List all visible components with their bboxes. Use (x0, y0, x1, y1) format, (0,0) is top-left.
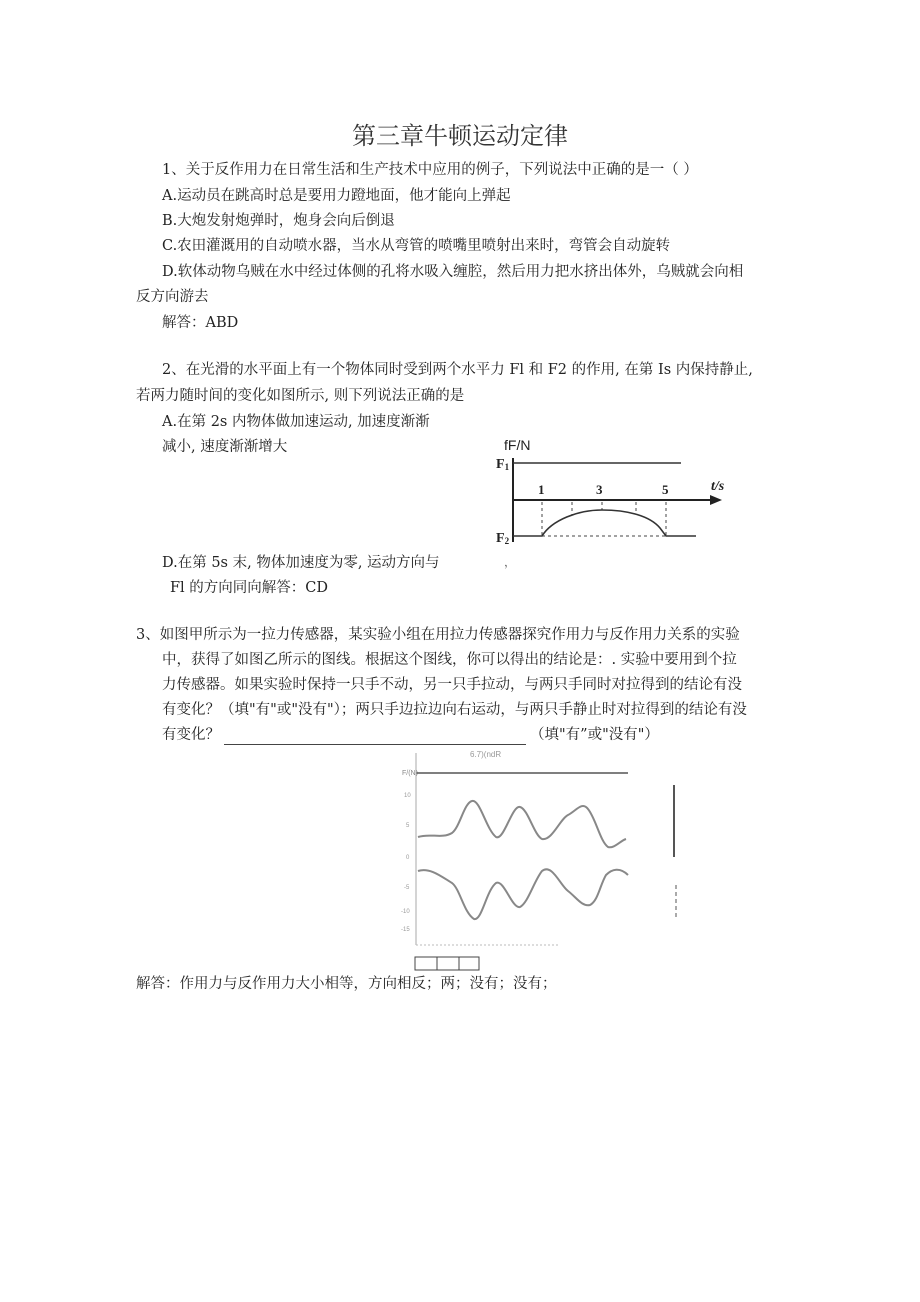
sensor-box-1 (415, 957, 437, 970)
q2-option-a-line2: 减小, 速度渐渐增大 (162, 439, 288, 455)
q2-force-time-graph (488, 430, 748, 580)
graph-stray-comma: ， (504, 555, 517, 569)
graph-tick-1: 1 (538, 482, 545, 497)
q2-stem-line1: 2、在光滑的水平面上有一个物体同时受到两个水平力 Fl 和 F2 的作用, 在第 Is 内保持静止, (162, 362, 753, 378)
graph-tick-3: 3 (596, 482, 603, 497)
sensor-graph-y-ticks (401, 793, 411, 933)
q3-line5-end: （填"有”或"没有"） (530, 727, 659, 743)
page-title: 第三章牛顿运动定律 (352, 122, 568, 150)
svg-text:10: 10 (404, 793, 411, 799)
q1-stem: 1、关于反作用力在日常生活和生产技术中应用的例子，下列说法中正确的是一（ ） (162, 162, 698, 178)
q1-answer: 解答：ABD (162, 315, 239, 331)
q1-option-a: A.运动员在跳高时总是要用力蹬地面，他才能向上弹起 (162, 188, 511, 204)
graph-x-label: t/s (711, 479, 725, 494)
svg-text:-15: -15 (401, 927, 410, 933)
sensor-graph-y-unit: F/(N) (402, 770, 418, 777)
q3-answer-blank[interactable] (224, 730, 526, 745)
q3-line5-start: 有变化？ (162, 727, 220, 743)
q1-option-b: B.大炮发射炮弹时，炮身会向后倒退 (162, 213, 395, 229)
sensor-box-3 (459, 957, 479, 970)
graph-tick-5: 5 (662, 482, 669, 497)
q1-option-d-line2: 反方向游去 (136, 289, 209, 305)
q1-option-c: C.农田灌溉用的自动喷水器，当水从弯管的喷嘴里喷射出来时，弯管会自动旋转 (162, 238, 671, 254)
svg-text:-5: -5 (404, 885, 410, 891)
q3-sensor-graph (400, 745, 690, 975)
sensor-graph-header: 6.7)(ndR (470, 750, 502, 759)
q3-line3: 力传感器。如果实验时保持一只手不动，另一只手拉动，与两只手同时对拉得到的结论有没 (162, 677, 742, 693)
sensor-lower-curve (418, 869, 628, 919)
q3-line2: 中，获得了如图乙所示的图线。根据这个图线，你可以得出的结论是：. 实验中要用到个拉 (162, 652, 737, 668)
q2-stem-line2: 若两力随时间的变化如图所示, 则下列说法正确的是 (136, 388, 465, 404)
graph-y-label: fF/N (504, 437, 531, 453)
graph-f2-label: F2 (496, 531, 510, 546)
sensor-upper-curve (418, 801, 626, 847)
q3-answer: 解答：作用力与反作用力大小相等，方向相反；两；没有；没有； (136, 976, 557, 992)
sensor-box-2 (437, 957, 459, 970)
graph-f1-label: F1 (496, 457, 510, 472)
q1-option-d-line1: D.软体动物乌贼在水中经过体侧的孔将水吸入缠腔，然后用力把水挤出体外，乌贼就会向相 (162, 264, 744, 280)
q3-line5 (162, 725, 659, 745)
svg-text:5: 5 (406, 823, 410, 829)
svg-text:0: 0 (406, 855, 410, 861)
svg-text:-10: -10 (401, 909, 410, 915)
q3-line1: 3、如图甲所示为一拉力传感器，某实验小组在用拉力传感器探究作用力与反作用力关系的实验 (136, 627, 740, 643)
q2-option-a-line1: A.在第 2s 内物体做加速运动, 加速度渐渐 (162, 414, 430, 430)
graph-t-axis-arrow (710, 495, 722, 505)
q2-option-d-line1: D.在第 5s 末, 物体加速度为零, 运动方向与 (162, 555, 440, 571)
q2-option-d-line2: Fl 的方向同向解答：CD (170, 580, 329, 596)
q3-line4: 有变化？（填"有"或"没有"）；两只手边拉边向右运动，与两只手静止时对拉得到的结论有没 (162, 702, 747, 718)
graph-f2-curve (513, 510, 696, 536)
